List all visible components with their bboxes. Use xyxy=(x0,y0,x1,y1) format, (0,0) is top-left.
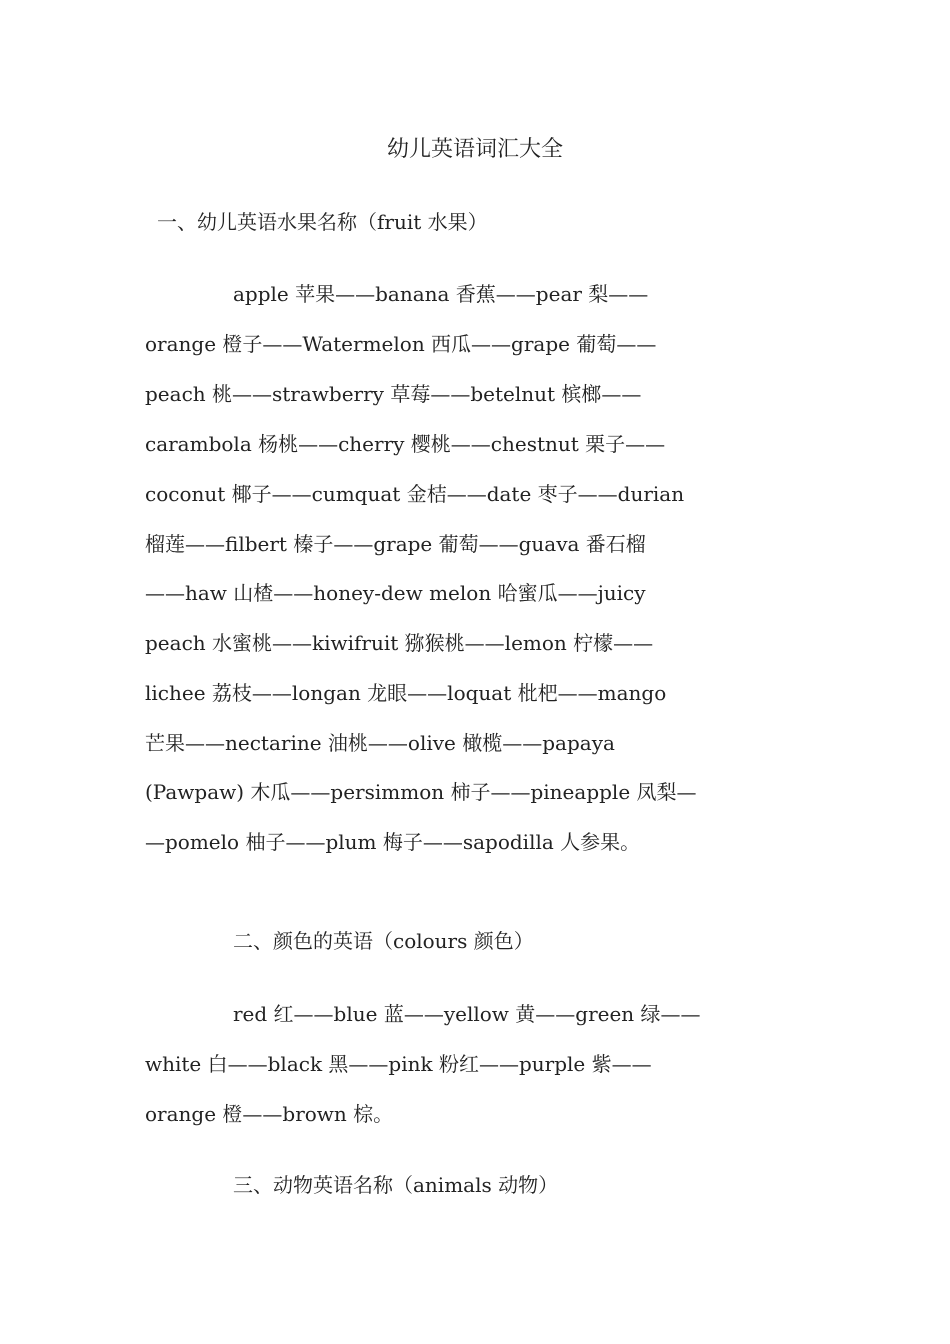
fruit-line-6: 榴莲——filbert 榛子——grape 葡萄——guava 番石榴 xyxy=(145,532,646,556)
section-fruit-heading: 一、幼儿英语水果名称（fruit 水果） xyxy=(157,210,488,234)
fruit-line-8: peach 水蜜桃——kiwifruit 猕猴桃——lemon 柠檬—— xyxy=(145,631,654,655)
fruit-line-9: lichee 荔枝——longan 龙眼——loquat 枇杷——mango xyxy=(145,681,667,705)
colour-line-2: white 白——black 黑——pink 粉红——purple 紫—— xyxy=(145,1052,652,1076)
document-title: 幼儿英语词汇大全 xyxy=(386,137,563,162)
section-animals-heading: 三、动物英语名称（animals 动物） xyxy=(233,1173,559,1197)
fruit-line-2: orange 橙子——Watermelon 西瓜——grape 葡萄—— xyxy=(145,332,657,356)
fruit-line-1: apple 苹果——banana 香蕉——pear 梨—— xyxy=(233,282,649,306)
fruit-line-11: (Pawpaw) 木瓜——persimmon 柿子——pineapple 凤梨— xyxy=(145,780,697,804)
fruit-line-7: ——haw 山楂——honey-dew melon 哈蜜瓜——juicy xyxy=(145,581,646,605)
fruit-line-4: carambola 杨桃——cherry 樱桃——chestnut 栗子—— xyxy=(145,432,666,456)
fruit-line-5: coconut 椰子——cumquat 金桔——date 枣子——durian xyxy=(145,482,685,506)
fruit-line-10: 芒果——nectarine 油桃——olive 橄榄——papaya xyxy=(145,731,615,755)
colour-line-1: red 红——blue 蓝——yellow 黄——green 绿—— xyxy=(233,1002,701,1026)
section-colours-heading: 二、颜色的英语（colours 颜色） xyxy=(233,929,534,953)
fruit-line-12: —pomelo 柚子——plum 梅子——sapodilla 人参果。 xyxy=(145,830,641,854)
fruit-line-3: peach 桃——strawberry 草莓——betelnut 槟榔—— xyxy=(145,382,642,406)
colour-line-3: orange 橙——brown 棕。 xyxy=(145,1102,394,1126)
